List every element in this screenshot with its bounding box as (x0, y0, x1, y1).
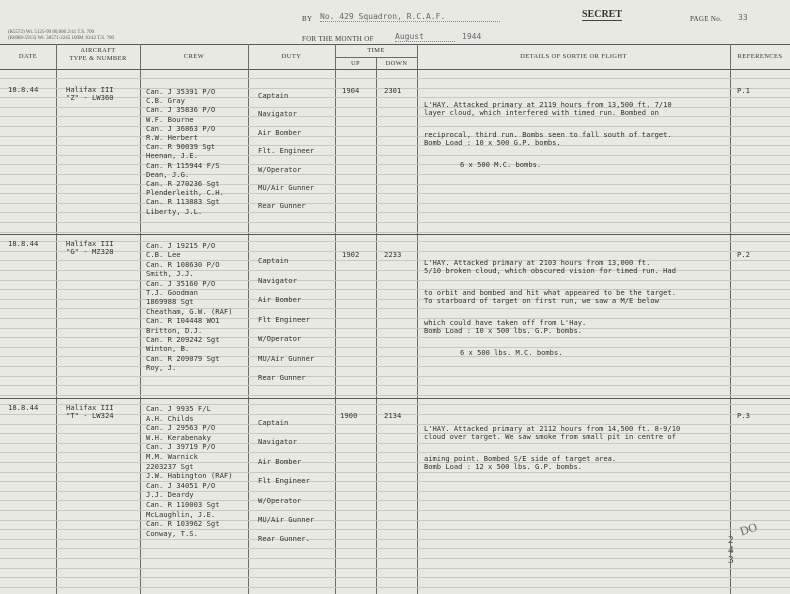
by-label: BY (302, 15, 313, 23)
aircraft-number: "G" - MZ328 (66, 247, 114, 256)
col-duty: DUTY (281, 53, 302, 60)
time-down: 2233 (384, 250, 402, 259)
crew-list: Can. J 19215 P/O C.B. Lee Can. R 108630 P/O Smith, J.J. Can. J 35160 P/O T.J. Goodman 1869988 Sgt Cheatham, G.W. (RAF) Can. R 104448 WO1 Britton, D.J. Can. R 209242 Sgt Winton, B. Can. R 209079 Sgt Roy, J. (146, 241, 233, 373)
col-details: DETAILS OF SORTIE OR FLIGHT (520, 53, 627, 60)
form-reference: (R5572) Wt. 5125-99 80,000 2/41 T.S. 700 (R6989-5913) Wt. 38571-2245 100M 10/42 T.S. 700 (8, 30, 114, 41)
col-up: UP (350, 60, 361, 67)
time-up: 1900 (340, 411, 358, 420)
time-up: 1904 (342, 86, 360, 95)
duty-list: Captain Navigator Air Bomber Flt Engineer W/Operator MU/Air Gunner Rear Gunner. (258, 418, 315, 544)
sortie-date: 18.8.44 (8, 85, 39, 94)
col-time: TIME (367, 47, 385, 54)
squadron-name: No. 429 Squadron, R.C.A.F. (320, 12, 500, 22)
crew-list: Can. J 9935 F/L A.H. Childs Can. J 29563 P/O W.H. Kerabenaky Can. J 39719 P/O M.M. Warnick 2203237 Sgt J.W. Habington (RAF) Can. J 34051 P/O J.J. Deardy Can. R 110003 Sgt McLaughlin, J.E. Can. R 103962 Sgt Conway, T.S. (146, 404, 233, 538)
margin-note: 2 4 3 (728, 534, 734, 566)
col-crew: CREW (183, 53, 205, 60)
page-number: 33 (738, 13, 748, 22)
time-down: 2134 (384, 411, 402, 420)
sortie-date: 18.8.44 (8, 403, 39, 412)
reference: P.3 (737, 411, 750, 420)
col-aircraft: AIRCRAFT TYPE & NUMBER (69, 47, 127, 62)
page-label: PAGE No. (690, 15, 723, 23)
sortie-details: L'HAY. Attacked primary at 2119 hours from 13,500 ft. 7/10 layer cloud, which interfered with timed run. Bombed on reciprocal, third run. Bombs seen to fall south of target. Bomb Load : 10 x 500 G.P. bombs. 6 x 500 M.C. bombs. (424, 100, 672, 169)
handwritten-annotation: DO (738, 519, 759, 539)
col-date: DATE (18, 53, 38, 60)
reference: P.2 (737, 250, 750, 259)
reference: P.1 (737, 86, 750, 95)
header-bottom-rule (0, 69, 790, 70)
sortie-date: 18.8.44 (8, 239, 39, 248)
header-top-rule (0, 44, 790, 45)
aircraft-type: Halifax III (66, 85, 114, 94)
col-references: REFERENCES (737, 53, 783, 60)
crew-list: Can. J 35391 P/O C.B. Gray Can. J 35836 P/O W.F. Bourne Can. J 36863 P/O R.W. Herbert Can. R 90039 Sgt Heenan, J.E. Can. R 115944 F/S Dean, J.G. Can. R 270236 Sgt Plenderleith, C.H. Can. R 113883 Sgt Liberty, J.L. (146, 87, 224, 216)
month-label: FOR THE MONTH OF (302, 35, 374, 43)
month-value: August (395, 32, 455, 42)
sortie-details: L'HAY. Attacked primary at 2112 hours from 14,500 ft. 8-9/10 cloud over target. We saw smoke from small pit in centre of aiming point. Bombed S/E side of target area. Bomb Load : 12 x 500 lbs. G.P. bombs. (424, 424, 681, 471)
duty-list: Captain Navigator Air Bomber Flt. Engineer W/Operator MU/Air Gunner Rear Gunner (258, 91, 315, 211)
duty-list: Captain Navigator Air Bomber Flt Engineer W/Operator MU/Air Gunner Rear Gunner (258, 256, 315, 382)
aircraft-type: Halifax III (66, 403, 114, 412)
sortie-details: L'HAY. Attacked primary at 2103 hours from 13,000 ft. 5/10 broken cloud, which obscured vision for timed run. Had to orbit and bombed and hit what appeared to be the target. To starboard of target on first run, we saw a M/E below which could have taken off from L'Hay. Bomb Load : 10 x 500 lbs. G.P. bombs. 6 x 500 lbs. M.C. bombs. (424, 258, 676, 357)
time-up: 1902 (342, 250, 360, 259)
time-down: 2301 (384, 86, 402, 95)
aircraft-number: "T" - LW324 (66, 411, 114, 420)
year-value: 1944 (462, 32, 482, 41)
aircraft-number: "Z" - LW360 (66, 93, 114, 102)
col-down: DOWN (385, 60, 408, 67)
secret-label: SECRET (582, 9, 623, 20)
aircraft-type: Halifax III (66, 239, 114, 248)
